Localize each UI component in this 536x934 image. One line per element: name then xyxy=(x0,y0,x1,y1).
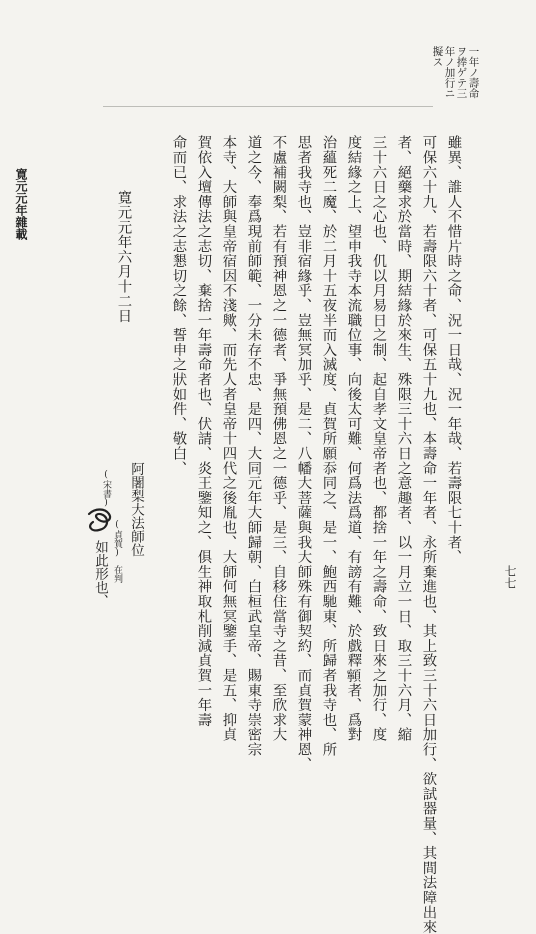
marginal-note-line: ヲ捧ゲテ三 xyxy=(455,46,468,99)
body-line: 度結緣之上、望申我寺本流職位事、向後太可難、何爲法爲道、有謗有難、於戲釋𩕳者、爲對 xyxy=(345,135,362,742)
divider-line xyxy=(103,106,433,107)
body-line: 者、絕藥求於當時、期結緣於來生、殊限三十六日之意趣者、以一月立一日、取三十六月、縮 xyxy=(395,135,412,742)
body-line: 雖異、誰人不惜片時之命、況一日哉、況一年哉、若壽限七十者、 xyxy=(445,135,462,565)
body-line: 三十六日之心也、仉以月易日之制、起自孝文皇帝者也、都捨一年之壽命、致日來之加行、度 xyxy=(370,135,387,742)
signature-name: 阿闍梨大法師位 xyxy=(128,462,144,557)
kao-seal-icon xyxy=(85,508,115,534)
body-line: 道之今、奉爲現前師範、一分未存不忠、是四、大同元年大師歸朝、白桓武皇帝、賜東寺崇密宗 xyxy=(245,135,262,757)
signature-seal-prefix: (宋書) xyxy=(101,470,111,508)
body-line: 賀依入壇傳法之志切、棄捨一年壽命者也、伏請、炎王鑒知之、俱生神取札削減貞賀一年壽 xyxy=(195,135,212,727)
body-line: 不盧補闕梨、若有預神恩之一德者、爭無預佛恩之一德乎、是三、自移住當寺之昔、至欣求大 xyxy=(270,135,287,742)
running-title: 寛元元年雜載 xyxy=(14,168,28,240)
date-line: 寛元元年六月十二日 xyxy=(115,190,132,324)
page-number: 七七 xyxy=(503,565,517,589)
marginal-note-line: 一年ノ壽命 xyxy=(467,46,480,99)
body-line: 治蘊死二魔、於二月十五夜半而入滅度、貞賀所願忝同之、是一、鮑西馳東、所歸者我寺也、所 xyxy=(320,135,337,757)
marginal-note-line: 擬ス xyxy=(431,46,444,67)
body-line: 本寺、大師與皇帝宿因不淺歟、而先人者皇帝十四代之後胤也、大師何無冥鑒手、是五、抑貞 xyxy=(220,135,237,742)
body-line: 思者我寺也、豈非宿緣乎、豈無冥加乎、是二、八幡大菩薩與我大師殊有御契約、而貞賀蒙神恩、 xyxy=(295,135,312,772)
body-line: 命而已、求法之志懇切之餘、誓申之狀如件、敬白、 xyxy=(170,135,187,476)
signature-closing-note: 如此形也、 xyxy=(92,540,108,608)
marginal-note-line: 年ノ加行ニ xyxy=(443,46,456,99)
signature-seal-note: 在判 xyxy=(112,565,122,583)
body-line: 可保六十九、若壽限六十者、可保五十九也、本壽命一年者、永所棄進也、其上致三十六日加行、欲試器量、其間法障出來 xyxy=(420,135,437,934)
signature-annotation: (貞賀) xyxy=(112,520,122,558)
